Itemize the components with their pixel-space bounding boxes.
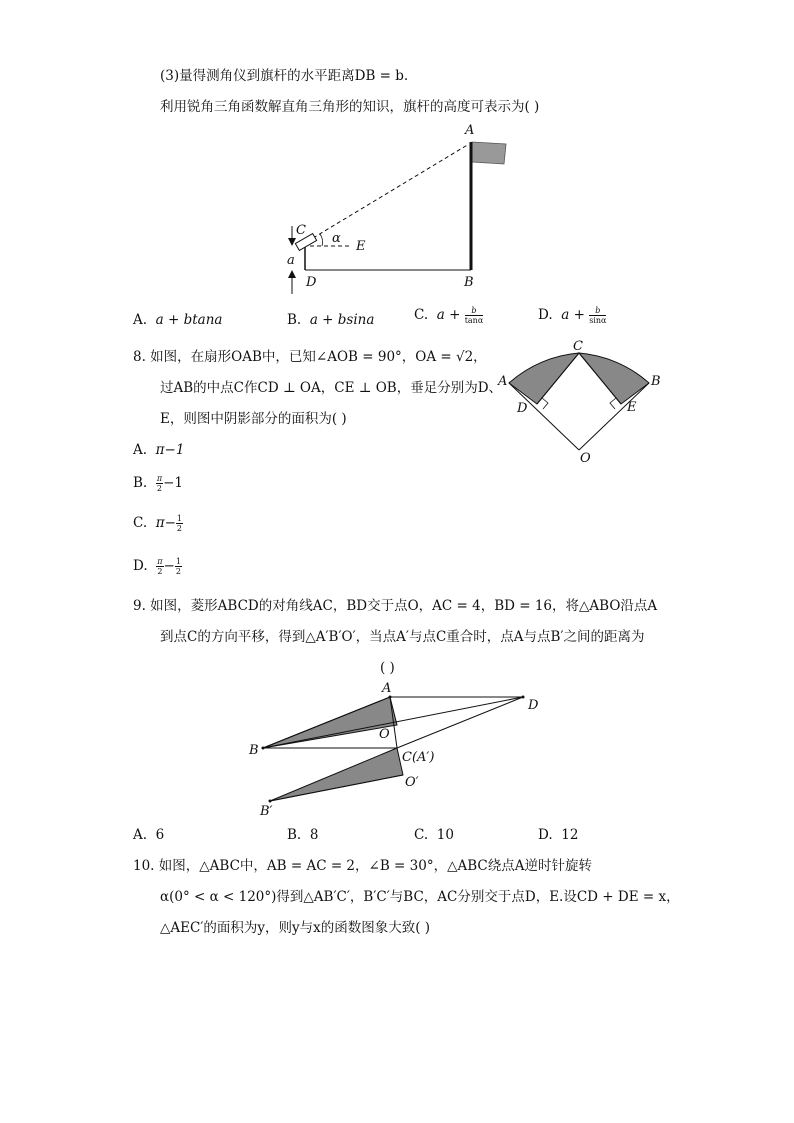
- fraction: $\frac{b}{\sin\alpha}$: [589, 306, 607, 325]
- label-a-height: a: [287, 253, 295, 268]
- label-o2: O′: [405, 775, 419, 790]
- label-c: C: [573, 339, 583, 354]
- q9-option-b[interactable]: B. 8: [287, 827, 319, 843]
- height-arrowhead-bottom: [288, 270, 296, 278]
- diagonal-bd: [263, 697, 523, 748]
- shaded-right: [579, 353, 649, 404]
- q7-option-d[interactable]: D. a + $\frac{b}{\sin\alpha}$: [538, 306, 607, 325]
- q9-line2: 到点C的方向平移，得到△A′B′O′，当点A′与点C重合时，点A与点B′之间的距离为: [160, 629, 645, 645]
- q10-line1: 10. 如图，△ABC中，AB = AC = 2，∠B = 30°，△ABC绕点A逆时针旋转: [133, 858, 592, 874]
- q7-step3: (3)量得测角仪到旗杆的水平距离DB = b.: [160, 68, 409, 84]
- fraction: $\frac{\pi}{2}$: [156, 474, 163, 493]
- fraction: $\frac{1}{2}$: [175, 557, 181, 576]
- height-arrowhead-top: [288, 238, 296, 246]
- q7-option-c[interactable]: C. a + $\frac{b}{\tan\alpha}$: [414, 306, 484, 325]
- q9-paren: ( ): [380, 660, 395, 676]
- sight-line: [313, 144, 469, 238]
- q8-option-a[interactable]: A. π−1: [133, 442, 185, 458]
- q9-rhombus-diagram: [245, 678, 555, 823]
- shaded-a2b2o2: [270, 748, 403, 801]
- q10-line2: α(0° < α < 120°)得到△AB′C′，B′C′与BC，AC分别交于点D，E.设CD + DE = x，: [160, 889, 680, 905]
- shaded-left: [509, 353, 579, 404]
- q8-option-c[interactable]: C. π− $\frac{1}{2}$: [133, 514, 183, 533]
- label-c: C(A′): [402, 750, 435, 765]
- label-d: D: [528, 698, 539, 713]
- label-e: E: [627, 400, 637, 415]
- fraction: $\frac{b}{\tan\alpha}$: [464, 306, 484, 325]
- q9-line1: 9. 如图，菱形ABCD的对角线AC，BD交于点O，AC = 4，BD = 16，将△ABO沿点A: [133, 598, 658, 614]
- q9-option-c[interactable]: C. 10: [414, 827, 454, 843]
- label-e: E: [356, 239, 366, 254]
- q7-flagpole-diagram: [270, 120, 530, 295]
- q7-option-b[interactable]: B. a + bsina: [287, 312, 375, 328]
- label-a-top: A: [465, 123, 475, 138]
- point-d: [522, 696, 525, 699]
- label-c: C: [296, 223, 306, 238]
- label-b: B: [464, 275, 474, 290]
- right-angle-d: [542, 398, 548, 409]
- fraction: $\frac{1}{2}$: [176, 514, 183, 533]
- label-d: D: [517, 401, 528, 416]
- label-o: O: [580, 451, 591, 466]
- q7-stem: 利用锐角三角函数解直角三角形的知识，旗杆的高度可表示为( ): [160, 99, 540, 115]
- label-a: A: [382, 681, 392, 696]
- q8-sector-diagram: [495, 340, 665, 465]
- q8-line2: 过AB的中点C作CD ⊥ OA，CE ⊥ OB，垂足分别为D、: [160, 380, 503, 396]
- label-b: B: [651, 374, 661, 389]
- q7-option-a[interactable]: A. a + btana: [133, 312, 223, 328]
- point-b2: [269, 800, 272, 803]
- point-b: [262, 747, 265, 750]
- angle-arc: [320, 234, 323, 246]
- flag-shape: [472, 142, 506, 164]
- label-o: O: [379, 727, 390, 742]
- q8-line3: E，则图中阴影部分的面积为( ): [160, 411, 347, 427]
- label-d: D: [306, 275, 317, 290]
- label-a: A: [498, 374, 508, 389]
- q10-line3: △AEC′的面积为y，则y与x的函数图象大致( ): [160, 920, 431, 936]
- q8-option-b[interactable]: B. $\frac{\pi}{2}$ −1: [133, 474, 183, 493]
- q9-option-a[interactable]: A. 6: [133, 827, 165, 843]
- fraction: $\frac{\pi}{2}$: [157, 557, 163, 576]
- right-angle-e: [610, 398, 616, 409]
- label-alpha: α: [332, 231, 341, 246]
- edge-cd: [397, 697, 523, 748]
- q9-option-d[interactable]: D. 12: [538, 827, 579, 843]
- label-b: B: [249, 743, 259, 758]
- q8-line1: 8. 如图，在扇形OAB中，已知∠AOB = 90°，OA = √2，: [133, 349, 487, 365]
- q8-option-d[interactable]: D. $\frac{\pi}{2}$ − $\frac{1}{2}$: [133, 557, 181, 576]
- label-b2: B′: [260, 804, 273, 819]
